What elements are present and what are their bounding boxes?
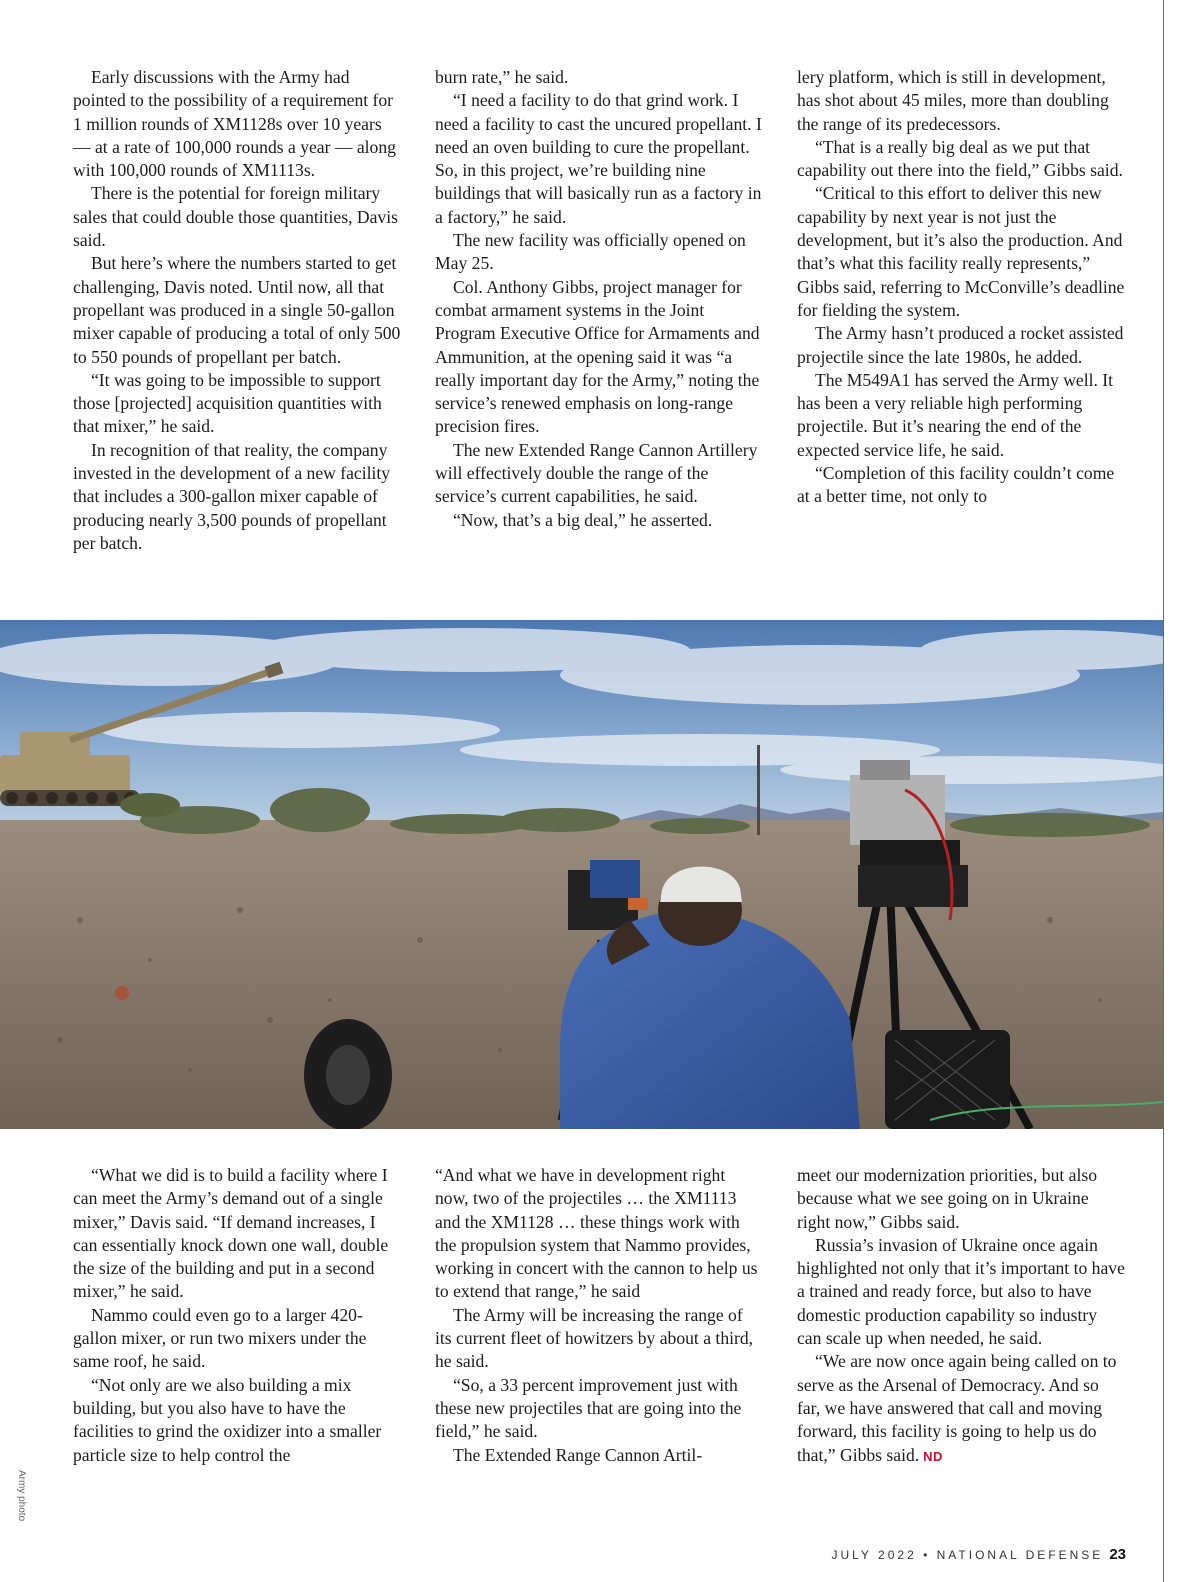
column-3-top [797, 66, 1125, 509]
paragraph: The new facility was officially opened on May 25. [435, 230, 746, 274]
paragraph: Early discussions with the Army had pointed to the possibility of a requirement for 1 million rounds of XM1128s over 10 years — at a rate of 100,000 rounds a year — along with 100,000 rounds of XM1113s. [73, 67, 396, 181]
paragraph: But here’s where the numbers started to get challenging, Davis noted. Until now, all that propellant was produced in a single 50-gallon mixer capable of producing a total of only 500 to 550 pounds of propellant per batch. [73, 253, 401, 367]
paragraph: The Army will be increasing the range of its current fleet of howitzers by about a third, he said. [435, 1304, 754, 1372]
paragraph: The new Extended Range Cannon Artillery will effectively double the range of the service’s current capabilities, he said. [435, 439, 758, 507]
paragraph-text: “We are now once again being called on to serve as the Arsenal of Democracy. And so far, we have answered that call and moving forward, this facility is going to help us do that,” Gibbs said. [797, 1351, 1117, 1465]
column-2-bottom [435, 1164, 763, 1467]
paragraph: “I need a facility to do that grind work. I need a facility to cast the uncured propellant. I need an oven building to cure the propellant. So, in this project, we’re building nine buildings that will basically run as a factory in a factory,” he said. [435, 90, 762, 227]
paragraph: “What we did is to build a facility where I can meet the Army’s demand out of a single mixer,” Davis said. “If demand increases, I can essentially knock down one wall, double the size of the building and put in a second mixer,” he said. [73, 1165, 389, 1302]
page-edge-rule [1163, 0, 1164, 1582]
footer-text: JULY 2022 • NATIONAL DEFENSE [831, 1548, 1104, 1562]
page-number: 23 [1109, 1546, 1126, 1563]
paragraph: The M549A1 has served the Army well. It has been a very reliable high performing projectile. But it’s nearing the end of the expected service life, he said. [797, 369, 1114, 460]
paragraph: “So, a 33 percent improvement just with these new projectiles that are going into the field,” he said. [435, 1374, 742, 1442]
paragraph: In recognition of that reality, the company invested in the development of a new facility that includes a 300-gallon mixer capable of producing nearly 3,500 pounds of propellant per batch. [73, 439, 391, 553]
photo-credit: Army photo [16, 1470, 27, 1522]
column-2-top [435, 66, 763, 532]
article-photo [0, 620, 1163, 1129]
paragraph: Russia’s invasion of Ukraine once again highlighted not only that it’s important to have a trained and ready force, but also to have domestic production capability so industry can scale up when needed, he said. [797, 1234, 1125, 1349]
paragraph: “Now, that’s a big deal,” he asserted. [453, 509, 713, 530]
paragraph: Nammo could even go to a larger 420-gallon mixer, or run two mixers under the same roof, he said. [73, 1304, 367, 1372]
column-1-top [73, 66, 401, 555]
paragraph: The Army hasn’t produced a rocket assisted projectile since the late 1980s, he added. [797, 323, 1124, 367]
end-mark: ND [923, 1448, 943, 1464]
paragraph: There is the potential for foreign military sales that could double those quantities, Davis said. [73, 183, 398, 251]
page-footer [831, 1546, 1126, 1563]
paragraph: Col. Anthony Gibbs, project manager for combat armament systems in the Joint Program Executive Office for Armaments and Ammunition, at the opening said it was “a really important day for the Army,” noting the service’s renewed emphasis on long-range precision fires. [435, 276, 760, 437]
paragraph: lery platform, which is still in development, has shot about 45 miles, more than doubling the range of its predecessors. [797, 67, 1109, 134]
paragraph: “Not only are we also building a mix building, but you also have to have the facilities to grind the oxidizer into a smaller particle size to help control the [73, 1374, 382, 1465]
paragraph: The Extended Range Cannon Artil- [453, 1444, 703, 1465]
column-3-bottom [797, 1164, 1125, 1468]
equipment-case [885, 1030, 1010, 1129]
paragraph: meet our modernization priorities, but also because what we see going on in Ukraine right now,” Gibbs said. [797, 1165, 1097, 1232]
column-1-bottom [73, 1164, 401, 1467]
paragraph: “Completion of this facility couldn’t come at a better time, not only to [797, 463, 1115, 507]
paragraph: “That is a really big deal as we put that capability out there into the field,” Gibbs said. [797, 136, 1123, 181]
paragraph: “It was going to be impossible to support those [projected] acquisition quantities with that mixer,” he said. [73, 369, 382, 437]
paragraph: burn rate,” he said. [435, 67, 569, 87]
paragraph-final [797, 1350, 1125, 1467]
high-speed-camera-left [568, 860, 648, 930]
paragraph: “Critical to this effort to deliver this new capability by next year is not just the development, but it’s also the production. And that’s what this facility really represents,” Gibbs said, referring to McConville’s deadline for fielding the system. [797, 183, 1125, 320]
paragraph: “And what we have in development right now, two of the projectiles … the XM1113 and the XM1128 … these things work with the propulsion system that Nammo provides, working in concert with the cannon to help us to extend that range,” he said [435, 1165, 758, 1302]
desert-test-range-photo [0, 620, 1163, 1129]
